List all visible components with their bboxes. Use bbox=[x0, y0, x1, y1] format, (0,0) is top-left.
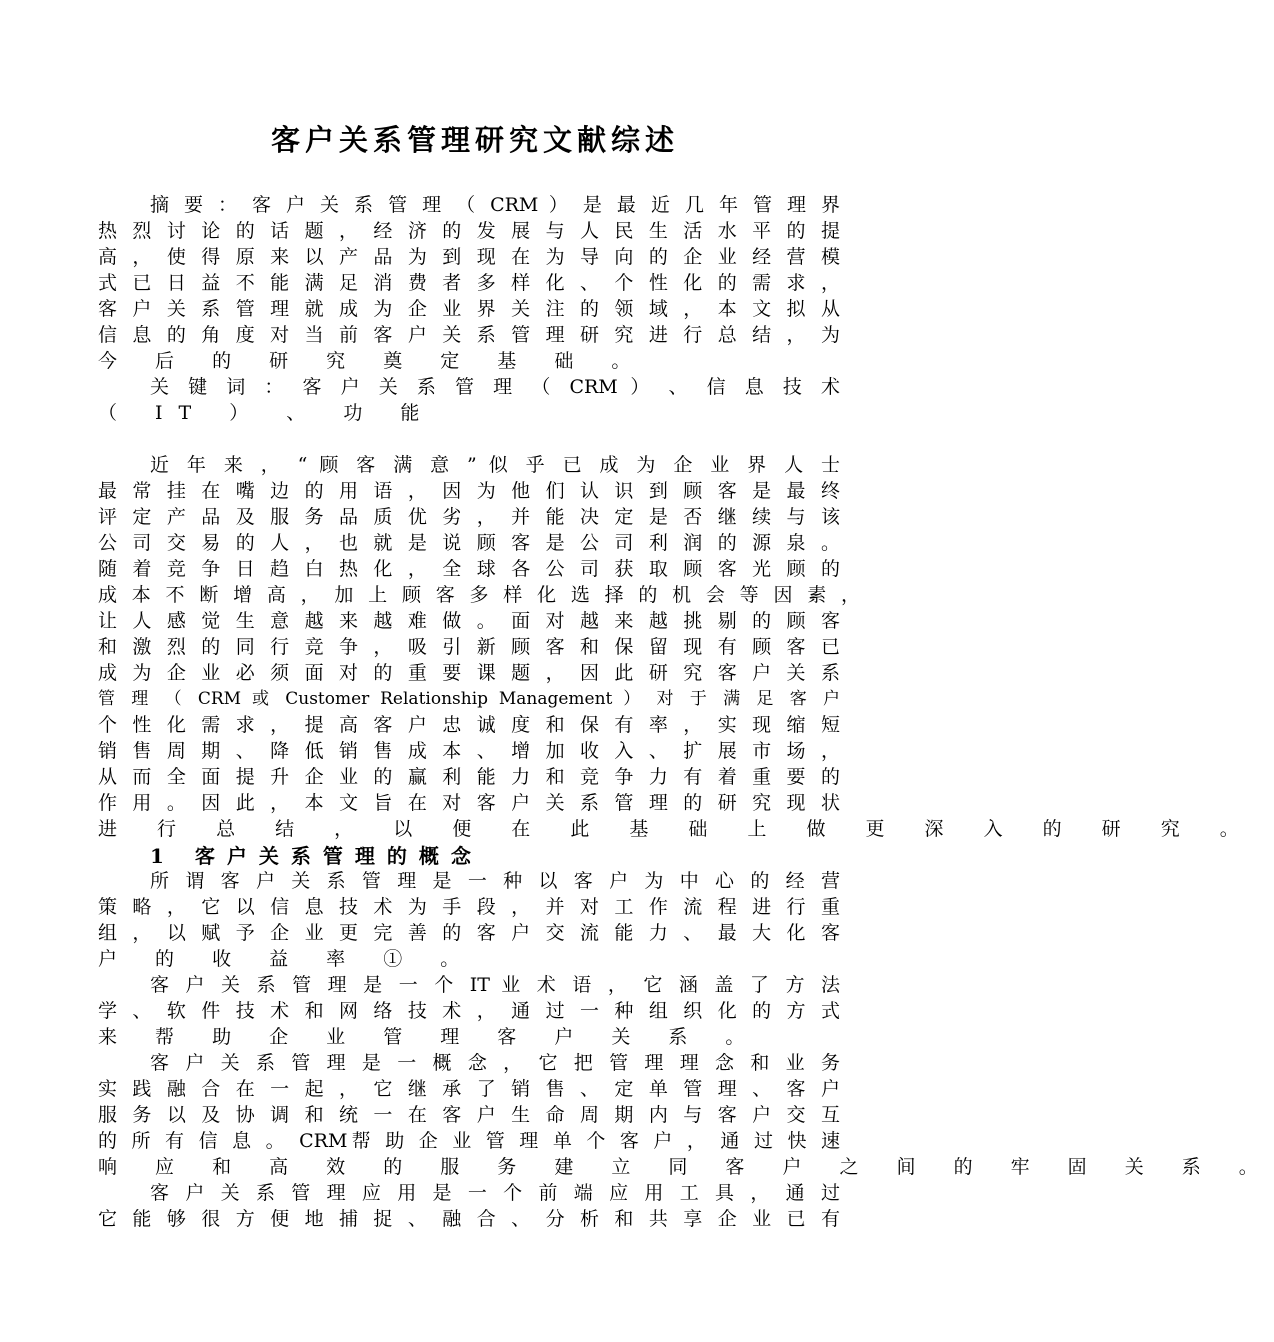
section-line: 组 ， 以 赋 予 企 业 更 完 善 的 客 户 交 流 能 力 、 最 大 化 客 bbox=[98, 922, 840, 944]
section-heading: 1 客户关系管理的概念 bbox=[150, 844, 483, 868]
intro-line: 成 本 不 断 增 高 ， 加 上 顾 客 多 样 化 选 择 的 机 会 等 因 素 ， bbox=[98, 584, 860, 606]
intro-line: 从 而 全 面 提 升 企 业 的 赢 利 能 力 和 竞 争 力 有 着 重 要 的 bbox=[98, 766, 840, 788]
intro-line: 进 行 总 结 ， 以 便 在 此 基 础 上 做 更 深 入 的 研 究 。 bbox=[98, 818, 1256, 840]
abstract-line: 热 烈 讨 论 的 话 题 ， 经 济 的 发 展 与 人 民 生 活 水 平 的 提 bbox=[98, 220, 840, 242]
intro-line: 管 理 （ CRM 或 Customer Relationship Management ） 对 于 满 足 客 户 bbox=[98, 689, 840, 709]
section-line: 客 户 关 系 管 理 是 一 个 IT 业 术 语 ， 它 涵 盖 了 方 法 bbox=[150, 974, 840, 996]
abstract-line: 式 已 日 益 不 能 满 足 消 费 者 多 样 化 、 个 性 化 的 需 求 ， bbox=[98, 272, 840, 294]
section-line: 所 谓 客 户 关 系 管 理 是 一 种 以 客 户 为 中 心 的 经 营 bbox=[150, 870, 840, 892]
intro-line: 随 着 竞 争 日 趋 白 热 化 ， 全 球 各 公 司 获 取 顾 客 光 顾 的 bbox=[98, 558, 840, 580]
section-line: 客 户 关 系 管 理 是 一 概 念 ， 它 把 管 理 理 念 和 业 务 bbox=[150, 1052, 840, 1074]
section-line: 它 能 够 很 方 便 地 捕 捉 、 融 合 、 分 析 和 共 享 企 业 已 有 bbox=[98, 1208, 840, 1230]
abstract-line: 高 ， 使 得 原 来 以 产 品 为 到 现 在 为 导 向 的 企 业 经 营 模 bbox=[98, 246, 840, 268]
section-line: 来 帮 助 企 业 管 理 客 户 关 系 。 bbox=[98, 1026, 761, 1048]
section-line: 响 应 和 高 效 的 服 务 建 立 同 客 户 之 间 的 牢 固 关 系 。 bbox=[98, 1156, 1274, 1178]
intro-line: 和 激 烈 的 同 行 竞 争 ， 吸 引 新 顾 客 和 保 留 现 有 顾 客 已 bbox=[98, 636, 840, 658]
section-line: 策 略 ， 它 以 信 息 技 术 为 手 段 ， 并 对 工 作 流 程 进 行 重 bbox=[98, 896, 840, 918]
keywords-line: 关 键 词 ： 客 户 关 系 管 理 （ CRM ） 、 信 息 技 术 bbox=[150, 376, 840, 398]
abstract-line: 信 息 的 角 度 对 当 前 客 户 关 系 管 理 研 究 进 行 总 结 ， 为 bbox=[98, 324, 840, 346]
section-line: 服 务 以 及 协 调 和 统 一 在 客 户 生 命 周 期 内 与 客 户 交 互 bbox=[98, 1104, 840, 1126]
intro-line: 个 性 化 需 求 ， 提 高 客 户 忠 诚 度 和 保 有 率 ， 实 现 缩 短 bbox=[98, 714, 840, 736]
abstract-line: 客 户 关 系 管 理 就 成 为 企 业 界 关 注 的 领 域 ， 本 文 拟 从 bbox=[98, 298, 840, 320]
intro-line: 作 用 。 因 此 ， 本 文 旨 在 对 客 户 关 系 管 理 的 研 究 现 状 bbox=[98, 792, 840, 814]
intro-line: 近 年 来 ， “ 顾 客 满 意 ” 似 乎 已 成 为 企 业 界 人 士 bbox=[150, 454, 840, 476]
document-title: 客户关系管理研究文献综述 bbox=[270, 123, 679, 157]
intro-line: 公 司 交 易 的 人 ， 也 就 是 说 顾 客 是 公 司 利 润 的 源 泉 。 bbox=[98, 532, 840, 554]
intro-line: 评 定 产 品 及 服 务 品 质 优 劣 ， 并 能 决 定 是 否 继 续 与 该 bbox=[98, 506, 840, 528]
keywords-line: （ IT ） 、 功 能 bbox=[98, 402, 436, 424]
section-line: 的 所 有 信 息 。 CRM帮 助 企 业 管 理 单 个 客 户 ， 通 过 快 速 bbox=[98, 1130, 840, 1152]
intro-line: 成 为 企 业 必 须 面 对 的 重 要 课 题 ， 因 此 研 究 客 户 关 系 bbox=[98, 662, 840, 684]
abstract-line: 摘 要 ： 客 户 关 系 管 理 （ CRM ） 是 最 近 几 年 管 理 界 bbox=[150, 194, 840, 216]
intro-line: 让 人 感 觉 生 意 越 来 越 难 做 。 面 对 越 来 越 挑 剔 的 顾 客 bbox=[98, 610, 840, 632]
section-line: 学 、 软 件 技 术 和 网 络 技 术 ， 通 过 一 种 组 织 化 的 方 式 bbox=[98, 1000, 840, 1022]
section-line: 实 践 融 合 在 一 起 ， 它 继 承 了 销 售 、 定 单 管 理 、 客 户 bbox=[98, 1078, 840, 1100]
intro-line: 销 售 周 期 、 降 低 销 售 成 本 、 增 加 收 入 、 扩 展 市 场 ， bbox=[98, 740, 840, 762]
abstract-line: 今 后 的 研 究 奠 定 基 础 。 bbox=[98, 350, 647, 372]
section-line: 户 的 收 益 率 ① 。 bbox=[98, 948, 476, 970]
intro-line: 最 常 挂 在 嘴 边 的 用 语 ， 因 为 他 们 认 识 到 顾 客 是 最 终 bbox=[98, 480, 840, 502]
section-line: 客 户 关 系 管 理 应 用 是 一 个 前 端 应 用 工 具 ， 通 过 bbox=[150, 1182, 840, 1204]
